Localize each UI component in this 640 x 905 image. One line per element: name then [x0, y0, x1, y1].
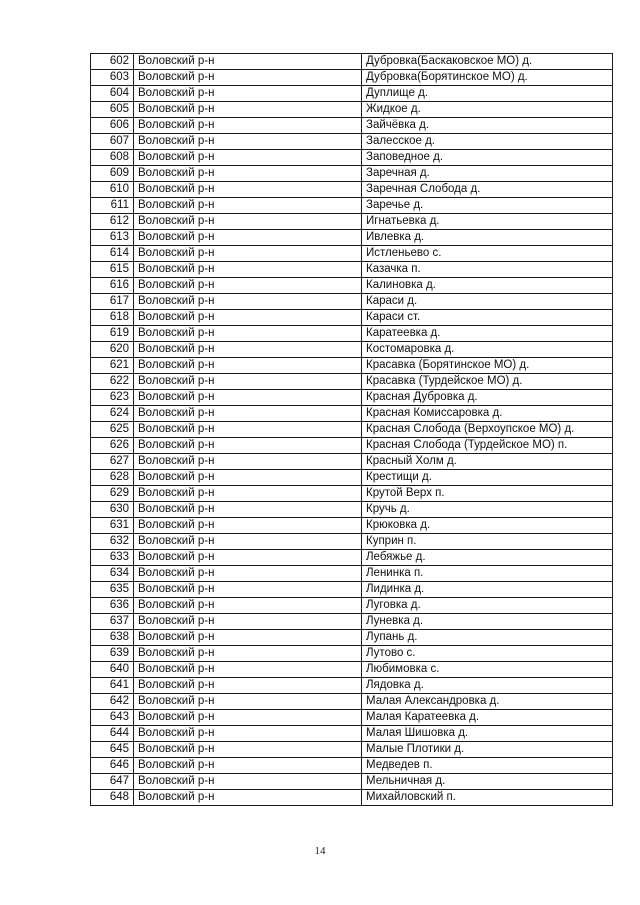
table-row — [91, 662, 613, 678]
settlements-table — [90, 53, 613, 806]
table-row — [91, 566, 613, 582]
locality-cell: Луневка д. — [362, 614, 613, 630]
row-number-cell: 643 — [91, 710, 134, 726]
row-number-cell: 620 — [91, 342, 134, 358]
district-cell: Воловский р-н — [134, 262, 362, 278]
row-number-cell: 604 — [91, 86, 134, 102]
district-cell: Воловский р-н — [134, 502, 362, 518]
table-row — [91, 86, 613, 102]
district-cell: Воловский р-н — [134, 582, 362, 598]
district-cell: Воловский р-н — [134, 230, 362, 246]
district-cell: Воловский р-н — [134, 454, 362, 470]
table-row — [91, 422, 613, 438]
table-row — [91, 694, 613, 710]
district-cell: Воловский р-н — [134, 598, 362, 614]
table-row — [91, 310, 613, 326]
district-cell: Воловский р-н — [134, 422, 362, 438]
locality-cell: Дубровка(Борятинское МО) д. — [362, 70, 613, 86]
locality-cell: Казачка п. — [362, 262, 613, 278]
row-number-cell: 635 — [91, 582, 134, 598]
table-row — [91, 134, 613, 150]
row-number-cell: 637 — [91, 614, 134, 630]
row-number-cell: 628 — [91, 470, 134, 486]
locality-cell: Ленинка п. — [362, 566, 613, 582]
table-row — [91, 166, 613, 182]
row-number-cell: 634 — [91, 566, 134, 582]
locality-cell: Малая Александровка д. — [362, 694, 613, 710]
locality-cell: Лупань д. — [362, 630, 613, 646]
district-cell: Воловский р-н — [134, 246, 362, 262]
table-row — [91, 758, 613, 774]
row-number-cell: 622 — [91, 374, 134, 390]
locality-cell: Заречная Слобода д. — [362, 182, 613, 198]
page-number: 14 — [314, 845, 326, 857]
table-row — [91, 358, 613, 374]
row-number-cell: 626 — [91, 438, 134, 454]
locality-cell: Красавка (Турдейское МО) д. — [362, 374, 613, 390]
row-number-cell: 603 — [91, 70, 134, 86]
locality-cell: Лидинка д. — [362, 582, 613, 598]
table-row — [91, 278, 613, 294]
district-cell: Воловский р-н — [134, 486, 362, 502]
row-number-cell: 636 — [91, 598, 134, 614]
row-number-cell: 630 — [91, 502, 134, 518]
row-number-cell: 629 — [91, 486, 134, 502]
district-cell: Воловский р-н — [134, 646, 362, 662]
district-cell: Воловский р-н — [134, 166, 362, 182]
table-row — [91, 262, 613, 278]
locality-cell: Лядовка д. — [362, 678, 613, 694]
row-number-cell: 606 — [91, 118, 134, 134]
table-row — [91, 678, 613, 694]
locality-cell: Истленьево с. — [362, 246, 613, 262]
table-row — [91, 118, 613, 134]
locality-cell: Заречная д. — [362, 166, 613, 182]
locality-cell: Игнатьевка д. — [362, 214, 613, 230]
row-number-cell: 602 — [91, 54, 134, 70]
locality-cell: Зайчёвка д. — [362, 118, 613, 134]
row-number-cell: 644 — [91, 726, 134, 742]
locality-cell: Крюковка д. — [362, 518, 613, 534]
locality-cell: Крутой Верх п. — [362, 486, 613, 502]
row-number-cell: 618 — [91, 310, 134, 326]
locality-cell: Караси ст. — [362, 310, 613, 326]
row-number-cell: 608 — [91, 150, 134, 166]
table-row — [91, 54, 613, 70]
district-cell: Воловский р-н — [134, 134, 362, 150]
row-number-cell: 646 — [91, 758, 134, 774]
district-cell: Воловский р-н — [134, 342, 362, 358]
district-cell: Воловский р-н — [134, 150, 362, 166]
row-number-cell: 641 — [91, 678, 134, 694]
table-row — [91, 294, 613, 310]
table-row — [91, 646, 613, 662]
district-cell: Воловский р-н — [134, 390, 362, 406]
row-number-cell: 639 — [91, 646, 134, 662]
row-number-cell: 632 — [91, 534, 134, 550]
table-row — [91, 774, 613, 790]
locality-cell: Красная Дубровка д. — [362, 390, 613, 406]
table-row — [91, 470, 613, 486]
district-cell: Воловский р-н — [134, 662, 362, 678]
table-row — [91, 102, 613, 118]
table-row — [91, 518, 613, 534]
table-row — [91, 70, 613, 86]
district-cell: Воловский р-н — [134, 534, 362, 550]
locality-cell: Михайловский п. — [362, 790, 613, 806]
locality-cell: Мельничная д. — [362, 774, 613, 790]
row-number-cell: 607 — [91, 134, 134, 150]
locality-cell: Красный Холм д. — [362, 454, 613, 470]
locality-cell: Жидкое д. — [362, 102, 613, 118]
locality-cell: Красная Комиссаровка д. — [362, 406, 613, 422]
district-cell: Воловский р-н — [134, 518, 362, 534]
table-row — [91, 246, 613, 262]
district-cell: Воловский р-н — [134, 54, 362, 70]
table-row — [91, 198, 613, 214]
table-row — [91, 406, 613, 422]
table-row — [91, 150, 613, 166]
locality-cell: Ивлевка д. — [362, 230, 613, 246]
locality-cell: Костомаровка д. — [362, 342, 613, 358]
district-cell: Воловский р-н — [134, 310, 362, 326]
district-cell: Воловский р-н — [134, 550, 362, 566]
row-number-cell: 627 — [91, 454, 134, 470]
locality-cell: Крестищи д. — [362, 470, 613, 486]
row-number-cell: 625 — [91, 422, 134, 438]
table-row — [91, 326, 613, 342]
district-cell: Воловский р-н — [134, 790, 362, 806]
table-row — [91, 438, 613, 454]
row-number-cell: 624 — [91, 406, 134, 422]
table-row — [91, 182, 613, 198]
locality-cell: Луговка д. — [362, 598, 613, 614]
locality-cell: Дубровка(Баскаковское МО) д. — [362, 54, 613, 70]
district-cell: Воловский р-н — [134, 70, 362, 86]
district-cell: Воловский р-н — [134, 214, 362, 230]
row-number-cell: 610 — [91, 182, 134, 198]
district-cell: Воловский р-н — [134, 294, 362, 310]
district-cell: Воловский р-н — [134, 86, 362, 102]
table-row — [91, 550, 613, 566]
district-cell: Воловский р-н — [134, 278, 362, 294]
table-row — [91, 582, 613, 598]
table-row — [91, 534, 613, 550]
district-cell: Воловский р-н — [134, 470, 362, 486]
row-number-cell: 619 — [91, 326, 134, 342]
table-row — [91, 342, 613, 358]
district-cell: Воловский р-н — [134, 182, 362, 198]
row-number-cell: 623 — [91, 390, 134, 406]
table-row — [91, 726, 613, 742]
district-cell: Воловский р-н — [134, 694, 362, 710]
table-row — [91, 614, 613, 630]
row-number-cell: 617 — [91, 294, 134, 310]
locality-cell: Любимовка с. — [362, 662, 613, 678]
district-cell: Воловский р-н — [134, 710, 362, 726]
district-cell: Воловский р-н — [134, 118, 362, 134]
locality-cell: Залесское д. — [362, 134, 613, 150]
locality-cell: Лутово с. — [362, 646, 613, 662]
row-number-cell: 638 — [91, 630, 134, 646]
row-number-cell: 612 — [91, 214, 134, 230]
locality-cell: Калиновка д. — [362, 278, 613, 294]
district-cell: Воловский р-н — [134, 678, 362, 694]
row-number-cell: 613 — [91, 230, 134, 246]
locality-cell: Красная Слобода (Верхоупское МО) д. — [362, 422, 613, 438]
locality-cell: Заповедное д. — [362, 150, 613, 166]
locality-cell: Каратеевка д. — [362, 326, 613, 342]
table-row — [91, 374, 613, 390]
locality-cell: Заречье д. — [362, 198, 613, 214]
table-row — [91, 598, 613, 614]
table-row — [91, 454, 613, 470]
row-number-cell: 611 — [91, 198, 134, 214]
district-cell: Воловский р-н — [134, 374, 362, 390]
table-row — [91, 710, 613, 726]
district-cell: Воловский р-н — [134, 726, 362, 742]
district-cell: Воловский р-н — [134, 406, 362, 422]
district-cell: Воловский р-н — [134, 630, 362, 646]
row-number-cell: 616 — [91, 278, 134, 294]
district-cell: Воловский р-н — [134, 198, 362, 214]
row-number-cell: 615 — [91, 262, 134, 278]
table-row — [91, 230, 613, 246]
district-cell: Воловский р-н — [134, 742, 362, 758]
row-number-cell: 648 — [91, 790, 134, 806]
row-number-cell: 647 — [91, 774, 134, 790]
table-row — [91, 486, 613, 502]
table-row — [91, 214, 613, 230]
row-number-cell: 631 — [91, 518, 134, 534]
district-cell: Воловский р-н — [134, 758, 362, 774]
row-number-cell: 640 — [91, 662, 134, 678]
district-cell: Воловский р-н — [134, 102, 362, 118]
district-cell: Воловский р-н — [134, 614, 362, 630]
district-cell: Воловский р-н — [134, 438, 362, 454]
locality-cell: Красавка (Борятинское МО) д. — [362, 358, 613, 374]
row-number-cell: 645 — [91, 742, 134, 758]
locality-cell: Дуплище д. — [362, 86, 613, 102]
table-row — [91, 630, 613, 646]
table-row — [91, 390, 613, 406]
locality-cell: Малая Шишовка д. — [362, 726, 613, 742]
row-number-cell: 621 — [91, 358, 134, 374]
row-number-cell: 605 — [91, 102, 134, 118]
locality-cell: Красная Слобода (Турдейское МО) п. — [362, 438, 613, 454]
locality-cell: Медведев п. — [362, 758, 613, 774]
row-number-cell: 609 — [91, 166, 134, 182]
district-cell: Воловский р-н — [134, 566, 362, 582]
locality-cell: Кручь д. — [362, 502, 613, 518]
table-row — [91, 742, 613, 758]
locality-cell: Куприн п. — [362, 534, 613, 550]
locality-cell: Лебяжье д. — [362, 550, 613, 566]
district-cell: Воловский р-н — [134, 358, 362, 374]
row-number-cell: 614 — [91, 246, 134, 262]
row-number-cell: 633 — [91, 550, 134, 566]
row-number-cell: 642 — [91, 694, 134, 710]
locality-cell: Караси д. — [362, 294, 613, 310]
table-row — [91, 790, 613, 806]
district-cell: Воловский р-н — [134, 774, 362, 790]
locality-cell: Малая Каратеевка д. — [362, 710, 613, 726]
district-cell: Воловский р-н — [134, 326, 362, 342]
table-row — [91, 502, 613, 518]
table-body — [91, 54, 613, 806]
locality-cell: Малые Плотики д. — [362, 742, 613, 758]
